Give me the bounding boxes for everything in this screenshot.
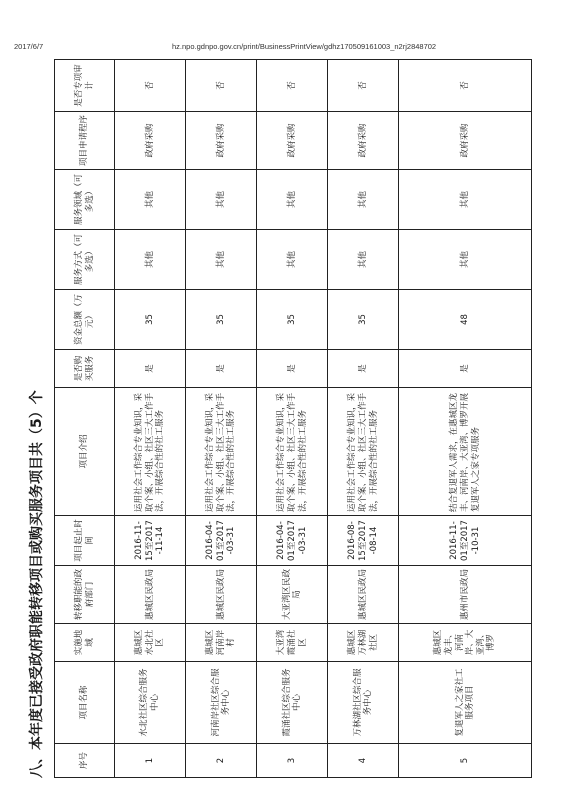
cell-purchase: 是 bbox=[328, 350, 399, 388]
cell-field: 其他 bbox=[115, 170, 186, 230]
cell-intro: 结合复退军人需求，在惠城区龙丰、河南岸、大亚湾、博罗开展复退军人之家专项服务 bbox=[399, 388, 532, 516]
table-row bbox=[257, 60, 328, 778]
header-cell: 实施地域 bbox=[55, 624, 115, 662]
rotated-table-block bbox=[24, 60, 534, 778]
cell-name: 水北社区综合服务中心 bbox=[115, 662, 186, 744]
table-row bbox=[115, 60, 186, 778]
cell-field: 其他 bbox=[257, 170, 328, 230]
cell-procedure: 政府采购 bbox=[115, 112, 186, 170]
cell-period: 2016-11-15至2017-11-14 bbox=[115, 516, 186, 566]
cell-no: 1 bbox=[115, 744, 186, 778]
cell-amount: 35 bbox=[186, 290, 257, 350]
header-cell: 是否专项审计 bbox=[55, 60, 115, 112]
cell-purchase: 是 bbox=[186, 350, 257, 388]
cell-amount: 35 bbox=[328, 290, 399, 350]
cell-dept: 惠州市民政局 bbox=[399, 566, 532, 624]
cell-area: 惠城区万林湖社区 bbox=[328, 624, 399, 662]
header-cell: 序号 bbox=[55, 744, 115, 778]
cell-audit: 否 bbox=[115, 60, 186, 112]
cell-dept: 大亚湾区民政局 bbox=[257, 566, 328, 624]
cell-field: 其他 bbox=[399, 170, 532, 230]
cell-intro: 运用社会工作综合专业知识，采取个案、小组、社区三大工作手法，开展综合性的社工服务 bbox=[257, 388, 328, 516]
cell-area: 惠城区水北社区 bbox=[115, 624, 186, 662]
header-cell: 资金总额（万元） bbox=[55, 290, 115, 350]
cell-purchase: 是 bbox=[399, 350, 532, 388]
cell-name: 万林湖社区综合服务中心 bbox=[328, 662, 399, 744]
cell-audit: 否 bbox=[186, 60, 257, 112]
cell-dept: 惠城区民政局 bbox=[115, 566, 186, 624]
cell-amount: 35 bbox=[257, 290, 328, 350]
header-cell: 是否购买服务 bbox=[55, 350, 115, 388]
cell-area: 惠城区河南岸村 bbox=[186, 624, 257, 662]
cell-mode: 其他 bbox=[257, 230, 328, 290]
cell-no: 3 bbox=[257, 744, 328, 778]
cell-field: 其他 bbox=[186, 170, 257, 230]
header-cell: 转移职能的政府部门 bbox=[55, 566, 115, 624]
table-row bbox=[186, 60, 257, 778]
cell-period: 2016-04-01至2017-03-31 bbox=[257, 516, 328, 566]
header-cell: 项目起止时间 bbox=[55, 516, 115, 566]
cell-mode: 其他 bbox=[399, 230, 532, 290]
cell-procedure: 政府采购 bbox=[399, 112, 532, 170]
cell-area: 惠城区龙丰、河南岸、大亚湾、博罗 bbox=[399, 624, 532, 662]
cell-no: 4 bbox=[328, 744, 399, 778]
header-cell: 服务方式（可多选） bbox=[55, 230, 115, 290]
cell-procedure: 政府采购 bbox=[186, 112, 257, 170]
cell-field: 其他 bbox=[328, 170, 399, 230]
cell-amount: 48 bbox=[399, 290, 532, 350]
cell-procedure: 政府采购 bbox=[257, 112, 328, 170]
print-date: 2017/6/7 bbox=[14, 42, 44, 51]
header-cell: 项目申请程序 bbox=[55, 112, 115, 170]
cell-intro: 运用社会工作综合专业知识，采取个案、小组、社区三大工作手法，开展综合性的社工服务 bbox=[328, 388, 399, 516]
cell-audit: 否 bbox=[399, 60, 532, 112]
cell-period: 2016-04-01至2017-03-31 bbox=[186, 516, 257, 566]
cell-mode: 其他 bbox=[115, 230, 186, 290]
cell-dept: 惠城区民政局 bbox=[186, 566, 257, 624]
header-cell: 服务领域（可多选） bbox=[55, 170, 115, 230]
cell-dept: 惠城区民政局 bbox=[328, 566, 399, 624]
cell-name: 河南岸社区综合服务中心 bbox=[186, 662, 257, 744]
header-cell: 项目名称 bbox=[55, 662, 115, 744]
cell-no: 2 bbox=[186, 744, 257, 778]
cell-mode: 其他 bbox=[328, 230, 399, 290]
projects-table bbox=[54, 59, 532, 778]
cell-intro: 运用社会工作综合专业知识，采取个案、小组、社区三大工作手法，开展综合性的社工服务 bbox=[186, 388, 257, 516]
table-row bbox=[399, 60, 532, 778]
cell-area: 大亚湾霞涌社区 bbox=[257, 624, 328, 662]
cell-amount: 35 bbox=[115, 290, 186, 350]
cell-audit: 否 bbox=[328, 60, 399, 112]
cell-intro: 运用社会工作综合专业知识，采取个案、小组、社区三大工作手法，开展综合性的社工服务 bbox=[115, 388, 186, 516]
cell-purchase: 是 bbox=[257, 350, 328, 388]
cell-name: 复退军人之家社工服务项目 bbox=[399, 662, 532, 744]
cell-name: 霞涌社区综合服务中心 bbox=[257, 662, 328, 744]
cell-no: 5 bbox=[399, 744, 532, 778]
table-header-row bbox=[55, 60, 115, 778]
cell-procedure: 政府采购 bbox=[328, 112, 399, 170]
cell-mode: 其他 bbox=[186, 230, 257, 290]
print-url: hz.npo.gdnpo.gov.cn/print/BusinessPrintView/gdhz170509161003_n2rj2848702 bbox=[172, 42, 437, 51]
cell-period: 2016-11-01至2017-10-31 bbox=[399, 516, 532, 566]
cell-purchase: 是 bbox=[115, 350, 186, 388]
header-cell: 项目介绍 bbox=[55, 388, 115, 516]
cell-audit: 否 bbox=[257, 60, 328, 112]
cell-period: 2016-08-15至2017-08-14 bbox=[328, 516, 399, 566]
table-row bbox=[328, 60, 399, 778]
section-title: 八、本年度已接受政府职能转移项目或购买服务项目共（5）个 bbox=[29, 390, 45, 778]
